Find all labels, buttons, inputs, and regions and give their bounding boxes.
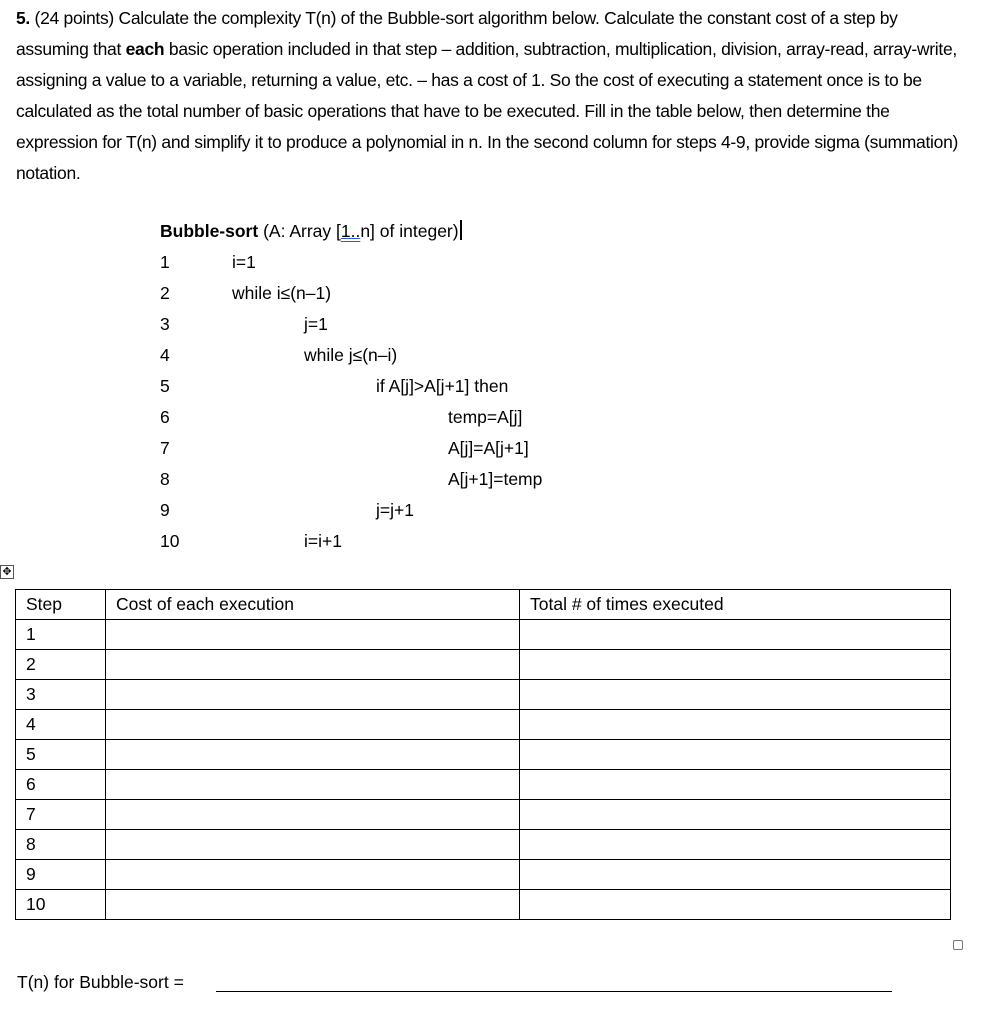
line-number: 6 bbox=[160, 407, 170, 427]
question-text-part: (24 points) Calculate the complexity T(n) of the Bubble-sort algorithm below. Calculate the constant cost of a step by assuming that bbox=[16, 8, 898, 59]
code-line: while j≤(n–i) bbox=[304, 345, 398, 365]
code-line: A[j]=A[j+1] bbox=[448, 438, 529, 458]
times-cell[interactable] bbox=[520, 710, 951, 740]
steps-table bbox=[15, 589, 951, 920]
code-line: temp=A[j] bbox=[448, 407, 523, 427]
question-number: 5. bbox=[16, 8, 30, 28]
line-number: 1 bbox=[160, 252, 170, 272]
code-line: i=1 bbox=[232, 252, 256, 272]
line-number: 9 bbox=[160, 500, 170, 520]
step-number: 6 bbox=[16, 770, 106, 800]
signature-part: (A: Array [ bbox=[258, 221, 341, 241]
times-cell[interactable] bbox=[520, 860, 951, 890]
answer-blank-line[interactable] bbox=[216, 991, 892, 992]
cost-cell[interactable] bbox=[106, 680, 520, 710]
line-number: 3 bbox=[160, 314, 170, 334]
step-number: 3 bbox=[16, 680, 106, 710]
table-row bbox=[16, 710, 951, 740]
cost-cell[interactable] bbox=[106, 740, 520, 770]
cost-cell[interactable] bbox=[106, 770, 520, 800]
times-cell[interactable] bbox=[520, 830, 951, 860]
bold-word: each bbox=[125, 38, 165, 59]
signature-part: 1.. bbox=[340, 221, 361, 241]
text-cursor bbox=[460, 220, 462, 240]
line-number: 8 bbox=[160, 469, 170, 489]
header-step: Step bbox=[16, 590, 106, 620]
code-line: if A[j]>A[j+1] then bbox=[376, 376, 509, 396]
times-cell[interactable] bbox=[520, 800, 951, 830]
cost-cell[interactable] bbox=[106, 860, 520, 890]
table-row bbox=[16, 680, 951, 710]
line-number: 4 bbox=[160, 345, 170, 365]
step-number: 7 bbox=[16, 800, 106, 830]
table-row bbox=[16, 800, 951, 830]
step-number: 9 bbox=[16, 860, 106, 890]
cost-cell[interactable] bbox=[106, 800, 520, 830]
header-cost: Cost of each execution bbox=[106, 590, 520, 620]
algorithm-signature bbox=[160, 220, 462, 242]
times-cell[interactable] bbox=[520, 770, 951, 800]
line-number: 2 bbox=[160, 283, 170, 303]
code-line: A[j+1]=temp bbox=[448, 469, 543, 489]
step-number: 1 bbox=[16, 620, 106, 650]
table-move-handle-icon[interactable]: ✥ bbox=[0, 565, 14, 579]
step-number: 4 bbox=[16, 710, 106, 740]
step-number: 2 bbox=[16, 650, 106, 680]
question-text-part: basic operation included in that step – addition, subtraction, multiplication, division, array-read, array-write, assigning a value to a variable, returning a value, etc. – has a cost of 1. So the cost of executing a statement once is to be calculated as the total number of basic operations that have to be executed. Fill in the table below, then determine the expression for T(n) and simplify it to produce a polynomial in n. In the second column for steps 4-9, provide sigma (summation) notation. bbox=[16, 38, 959, 183]
code-line: while i≤(n–1) bbox=[232, 283, 332, 303]
code-line: i=i+1 bbox=[304, 531, 342, 551]
step-number: 5 bbox=[16, 740, 106, 770]
times-cell[interactable] bbox=[520, 890, 951, 920]
algorithm-name: Bubble-sort bbox=[160, 221, 259, 241]
table-header-row bbox=[16, 590, 951, 620]
times-cell[interactable] bbox=[520, 740, 951, 770]
question-text bbox=[16, 3, 966, 188]
line-number: 10 bbox=[160, 531, 180, 551]
times-cell[interactable] bbox=[520, 620, 951, 650]
table-row bbox=[16, 740, 951, 770]
code-line: j=1 bbox=[304, 314, 328, 334]
table-row bbox=[16, 830, 951, 860]
signature-part: n] of integer) bbox=[360, 221, 459, 241]
cost-cell[interactable] bbox=[106, 710, 520, 740]
line-number: 7 bbox=[160, 438, 170, 458]
header-times: Total # of times executed bbox=[520, 590, 951, 620]
tn-label: T(n) for Bubble-sort = bbox=[17, 972, 184, 992]
step-number: 10 bbox=[16, 890, 106, 920]
cost-cell[interactable] bbox=[106, 830, 520, 860]
table-row bbox=[16, 650, 951, 680]
times-cell[interactable] bbox=[520, 680, 951, 710]
cost-cell[interactable] bbox=[106, 650, 520, 680]
times-cell[interactable] bbox=[520, 650, 951, 680]
step-number: 8 bbox=[16, 830, 106, 860]
cost-cell[interactable] bbox=[106, 890, 520, 920]
table-row bbox=[16, 770, 951, 800]
table-resize-handle[interactable] bbox=[953, 940, 963, 950]
line-number: 5 bbox=[160, 376, 170, 396]
table-row bbox=[16, 890, 951, 920]
cost-cell[interactable] bbox=[106, 620, 520, 650]
table-row bbox=[16, 620, 951, 650]
code-line: j=j+1 bbox=[376, 500, 414, 520]
table-row bbox=[16, 860, 951, 890]
